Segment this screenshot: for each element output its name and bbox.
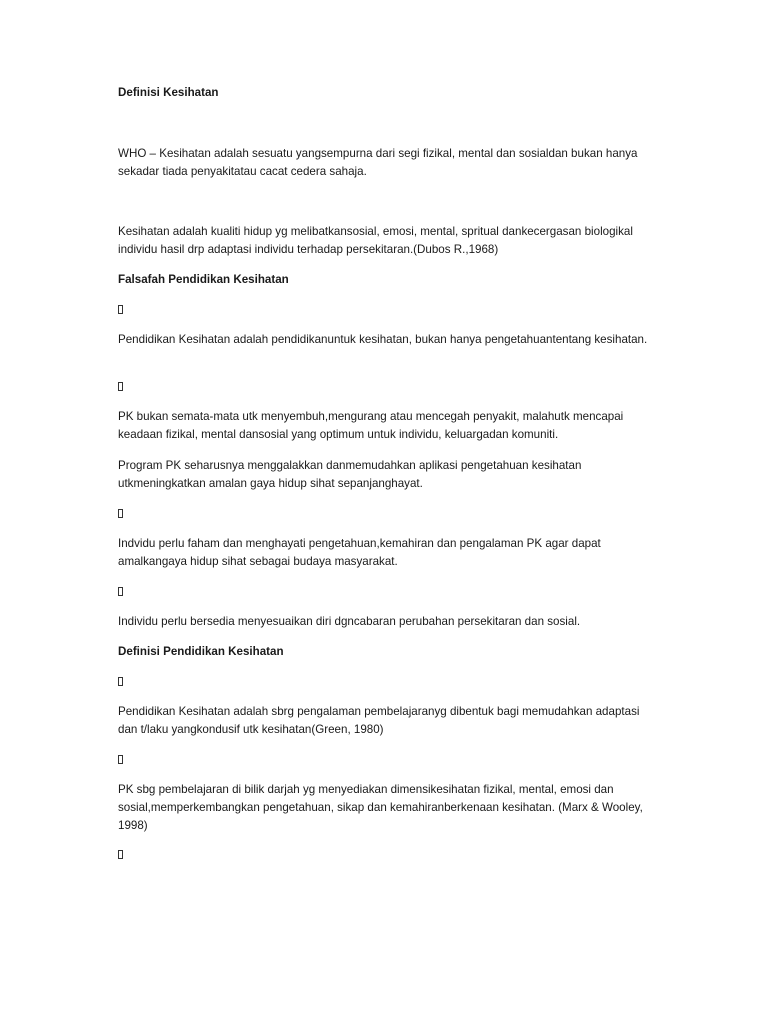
paragraph-falsafah-4: Indvidu perlu faham dan menghayati pengetahuan,kemahiran dan pengalaman PK agar dapat amalkangaya hidup sihat sebagai budaya masyarakat. <box>118 537 601 568</box>
paragraph-falsafah-1: Pendidikan Kesihatan adalah pendidikanuntuk kesihatan, bukan hanya pengetahuantentang kesihatan. <box>118 333 648 346</box>
bullet-glyph-icon <box>118 846 658 864</box>
bullet-glyph-icon <box>118 378 658 396</box>
heading-falsafah: Falsafah Pendidikan Kesihatan <box>118 273 289 286</box>
bullet-glyph-icon <box>118 751 658 769</box>
bullet-glyph-icon <box>118 673 658 691</box>
missing-glyph-icon <box>118 677 123 686</box>
missing-glyph-icon <box>118 850 123 859</box>
paragraph-falsafah-3: Program PK seharusnya menggalakkan danmemudahkan aplikasi pengetahuan kesihatan utkmeningkatkan amalan gaya hidup sihat sepanjanghayat. <box>118 459 582 490</box>
missing-glyph-icon <box>118 305 123 314</box>
heading-definisi-pk: Definisi Pendidikan Kesihatan <box>118 645 284 658</box>
paragraph-falsafah-2: PK bukan semata-mata utk menyembuh,mengurang atau mencegah penyakit, malahutk mencapai keadaan fizikal, mental dansosial yang optimum untuk individu, keluargadan komuniti. <box>118 410 624 441</box>
paragraph-dubos: Kesihatan adalah kualiti hidup yg melibatkansosial, emosi, mental, spritual dankecergasan biologikal individu hasil drp adaptasi individu terhadap persekitaran.(Dubos R.,1968) <box>118 225 633 256</box>
bullet-glyph-icon <box>118 301 658 319</box>
missing-glyph-icon <box>118 382 123 391</box>
heading-definisi-kesihatan: Definisi Kesihatan <box>118 86 219 99</box>
paragraph-marx: PK sbg pembelajaran di bilik darjah yg menyediakan dimensikesihatan fizikal, mental, emosi dan sosial,memperkembangkan pengetahuan, sikap dan kemahiranberkenaan kesihatan. (Marx & Wooley, 1998) <box>118 783 643 832</box>
missing-glyph-icon <box>118 755 123 764</box>
paragraph-falsafah-5: Individu perlu bersedia menyesuaikan diri dgncabaran perubahan persekitaran dan sosial. <box>118 615 581 628</box>
paragraph-green: Pendidikan Kesihatan adalah sbrg pengalaman pembelajaranyg dibentuk bagi memudahkan adaptasi dan t/laku yangkondusif utk kesihatan(Green, 1980) <box>118 705 640 736</box>
bullet-glyph-icon <box>118 505 658 523</box>
bullet-glyph-icon <box>118 583 658 601</box>
paragraph-who: WHO – Kesihatan adalah sesuatu yangsempurna dari segi fizikal, mental dan sosialdan bukan hanya sekadar tiada penyakitatau cacat cedera sahaja. <box>118 147 638 178</box>
missing-glyph-icon <box>118 587 123 596</box>
missing-glyph-icon <box>118 509 123 518</box>
